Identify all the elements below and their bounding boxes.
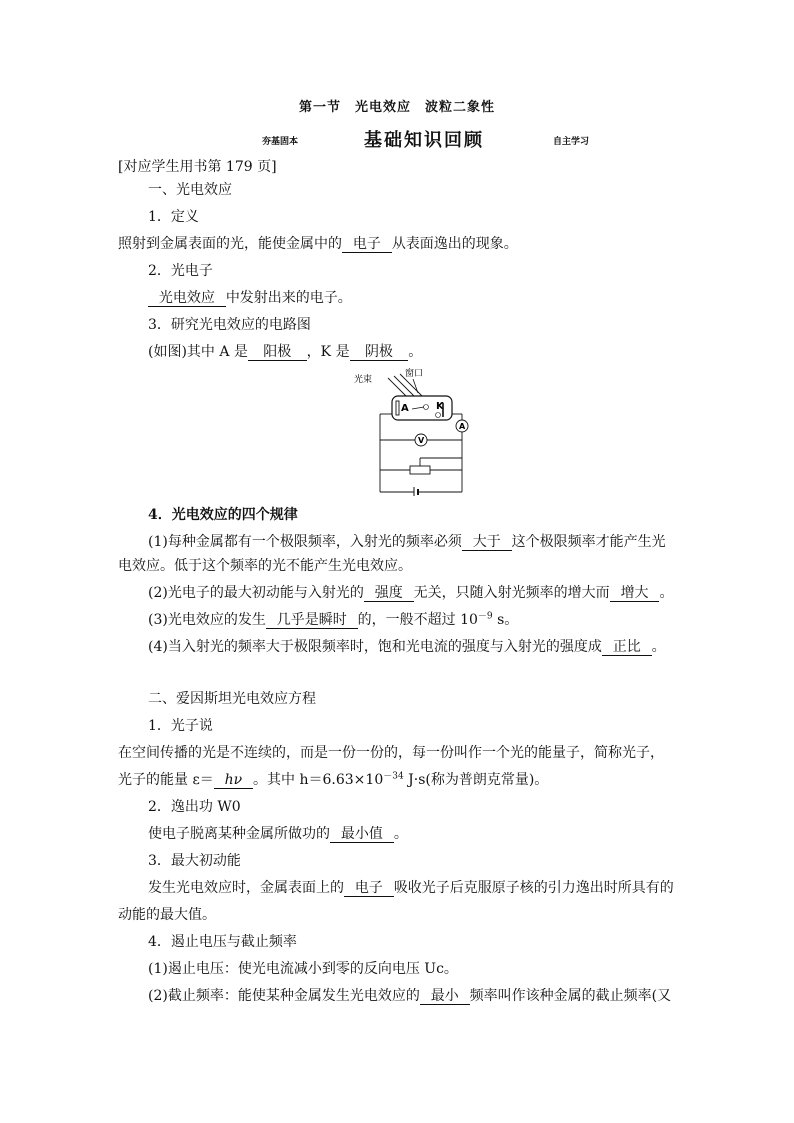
photon-theory-line2: 光子的能量 ε＝ hν 。其中 $h=6.63\times 10^{-34}$ J·s(称为普朗克常量)。 bbox=[118, 771, 549, 788]
law2: (2)光电子的最大初动能与入射光的 强度 无关，只随入射光频率的增大而 增大 。 bbox=[148, 585, 674, 601]
anode-label: A bbox=[401, 403, 409, 414]
book-reference: [对应学生用书第 179 页] bbox=[118, 159, 277, 175]
max-ke-line1: 发生光电效应时，金属表面上的 电子 吸收光子后克服原子核的引力逸出时所具有的 bbox=[148, 880, 674, 896]
banner-title: 基础知识回顾 bbox=[364, 130, 484, 151]
cutoff-frequency: (2)截止频率：能使某种金属发生光电效应的 最小 频率叫作该种金属的截止频率(又 bbox=[148, 988, 672, 1004]
answer-blank: hν bbox=[214, 772, 253, 789]
banner-right: 自主学习 bbox=[553, 137, 590, 147]
answer-blank: 增大 bbox=[610, 585, 660, 602]
laws-title: 4．光电效应的四个规律 bbox=[148, 507, 298, 523]
circuit-title: 3．研究光电效应的电路图 bbox=[148, 317, 311, 333]
answer-blank: 最小 bbox=[420, 988, 470, 1005]
photon-theory-line1: 在空间传播的光是不连续的，而是一份一份的，每一份叫作一个光的能量子，简称光子， bbox=[118, 745, 664, 761]
law3: (3)光电效应的发生 几乎是瞬时 的，一般不超过 $10^{-9}$ s。 bbox=[148, 611, 519, 628]
circuit-text: (如图)其中 A 是 阳极 ，K 是 阴极 。 bbox=[148, 344, 423, 360]
answer-blank: 大于 bbox=[462, 534, 512, 551]
answer-blank: 光电效应 bbox=[148, 290, 226, 307]
photon-theory-title: 1．光子说 bbox=[148, 718, 213, 734]
page-title: 第一节 光电效应 波粒二象性 bbox=[298, 100, 495, 115]
cathode-label: K bbox=[436, 401, 444, 412]
voltmeter-label: V bbox=[418, 436, 425, 445]
answer-blank: 强度 bbox=[364, 585, 414, 602]
photoelectron-text: 光电效应 中发射出来的电子。 bbox=[148, 289, 352, 307]
definition-title: 1．定义 bbox=[148, 209, 199, 225]
section2-heading: 二、爱因斯坦光电效应方程 bbox=[148, 691, 316, 707]
answer-blank: 最小值 bbox=[330, 826, 394, 843]
section-banner bbox=[0, 126, 794, 152]
answer-blank: 电子 bbox=[344, 880, 394, 897]
banner-left: 夯基固本 bbox=[262, 137, 299, 147]
window-label: 窗口 bbox=[405, 369, 424, 379]
law1-line2: 电效应。低于这个频率的光不能产生光电效应。 bbox=[118, 558, 412, 574]
stopping-title: 4．遏止电压与截止频率 bbox=[148, 934, 297, 950]
definition-text: 照射到金属表面的光，能使金属中的 电子 从表面逸出的现象。 bbox=[118, 236, 518, 252]
law4: (4)当入射光的频率大于极限频率时，饱和光电流的强度与入射光的强度成 正比 。 bbox=[148, 639, 666, 655]
law1-line1: (1)每种金属都有一个极限频率，入射光的频率必须 大于 这个极限频率才能产生光 bbox=[148, 534, 666, 550]
photoelectron-title: 2．光电子 bbox=[148, 263, 213, 279]
max-ke-line2: 动能的最大值。 bbox=[118, 907, 216, 923]
answer-blank: 正比 bbox=[602, 639, 652, 656]
answer-blank: 阳极 bbox=[248, 344, 307, 361]
work-function-title: 2．逸出功 W0 bbox=[148, 799, 241, 815]
answer-blank: 阴极 bbox=[350, 344, 409, 361]
section1-heading: 一、光电效应 bbox=[148, 182, 232, 198]
answer-blank: 电子 bbox=[342, 236, 392, 253]
work-function-text: 使电子脱离某种金属所做功的 最小值 。 bbox=[148, 826, 408, 842]
max-ke-title: 3．最大初动能 bbox=[148, 853, 241, 869]
photoelectric-circuit-diagram bbox=[352, 366, 482, 496]
ammeter-label: A bbox=[459, 422, 466, 431]
answer-blank: 几乎是瞬时 bbox=[266, 612, 358, 629]
light-beam-label: 光束 bbox=[354, 375, 373, 385]
stopping-voltage: (1)遏止电压：使光电流减小到零的反向电压 Uc。 bbox=[148, 961, 458, 977]
